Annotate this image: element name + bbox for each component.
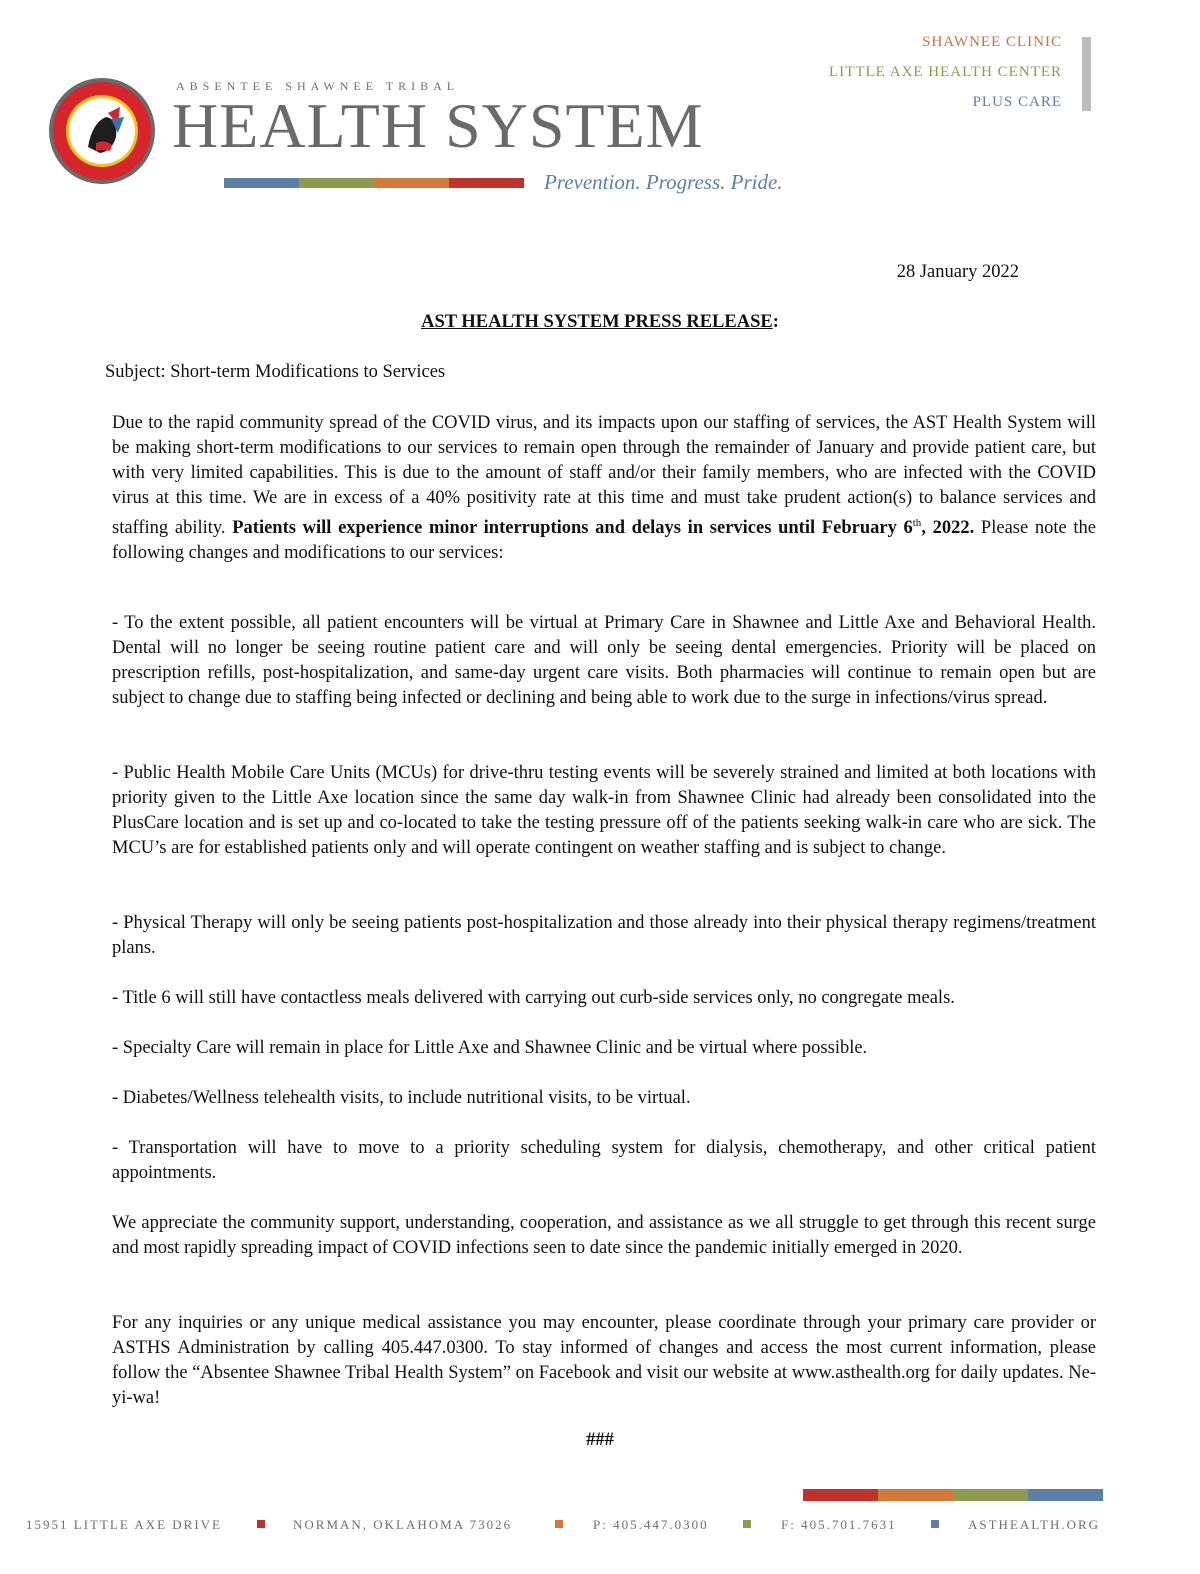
release-date: 28 January 2022 (896, 262, 1019, 282)
end-mark: ### (586, 1430, 614, 1450)
footer-city: NORMAN, OKLAHOMA 73026 (293, 1517, 513, 1532)
tribal-seal-logo (48, 77, 156, 185)
transportation-paragraph: - Transportation will have to move to a priority scheduling system for dialysis, chemotherapy, and other critical patient appointments. (112, 1138, 1096, 1183)
intro-sup: th (912, 517, 922, 529)
location-little-axe: LITTLE AXE HEALTH CENTER (829, 64, 1062, 80)
brand-stripe-orange (374, 178, 449, 188)
brand-stripe-blue (224, 178, 299, 188)
specialty-care-paragraph: - Specialty Care will remain in place for Little Axe and Shawnee Clinic and be virtual where possible. (112, 1038, 868, 1058)
footer-bullet-green (743, 1520, 751, 1528)
footer-address: 15951 LITTLE AXE DRIVE (26, 1517, 223, 1532)
title-6-paragraph: - Title 6 will still have contactless meals delivered with carrying out curb-side services only, no congregate meals. (112, 988, 955, 1008)
physical-therapy-paragraph: - Physical Therapy will only be seeing patients post-hospitalization and those already into their physical therapy regimens/treatment plans. (112, 913, 1096, 958)
heading-colon: : (772, 312, 779, 332)
diabetes-wellness-paragraph: - Diabetes/Wellness telehealth visits, to include nutritional visits, to be virtual. (112, 1088, 691, 1108)
contact-paragraph: For any inquiries or any unique medical assistance you may encounter, please coordinate through your primary care provider or ASTHS Administration by calling 405.447.0300. To stay informed of changes and access the most current information, please follow the “Absentee Shawnee Tribal Health System” on Facebook and visit our website at www.asthealth.org for daily updates. Ne-yi-wa! (112, 1313, 1096, 1408)
subject-line: Subject: Short-term Modifications to Services (105, 362, 446, 382)
footer-bullet-red (257, 1520, 265, 1528)
appreciation-paragraph: We appreciate the community support, understanding, cooperation, and assistance as we all struggle to get through this recent surge and most rapidly spreading impact of COVID infections seen to date since the pandemic initially emerged in 2020. (112, 1213, 1096, 1258)
brand-name: HEALTH SYSTEM (172, 90, 704, 161)
intro-paragraph (112, 411, 1096, 566)
footer-stripe-red (803, 1489, 878, 1501)
tagline: Prevention. Progress. Pride. (544, 170, 783, 194)
location-plus-care: PLUS CARE (972, 94, 1062, 110)
footer-fax: F: 405.701.7631 (781, 1517, 897, 1532)
footer-stripe-blue (1028, 1489, 1103, 1501)
press-release-heading (0, 312, 1200, 333)
footer-website: ASTHEALTH.ORG (968, 1517, 1101, 1532)
intro-bold-a: Patients will experience minor interruptions and delays in services until February 6 (232, 518, 913, 539)
location-shawnee-clinic: SHAWNEE CLINIC (922, 34, 1062, 50)
intro-text-end: Please note the following changes and modifications to our services: (112, 518, 1097, 564)
footer-phone: P: 405.447.0300 (593, 1517, 709, 1532)
footer-bullet-orange (555, 1520, 563, 1528)
heading-text: AST HEALTH SYSTEM PRESS RELEASE (421, 312, 773, 332)
brand-stripe-green (299, 178, 374, 188)
footer-stripe-orange (878, 1489, 953, 1501)
mobile-care-units-paragraph: - Public Health Mobile Care Units (MCUs) for drive-thru testing events will be severely strained and limited at both locations with priority given to the Little Axe location since the same day walk-in from Shawnee Clinic had already been consolidated into the PlusCare location and is set up and co-located to take the testing pressure off of the patients seeking walk-in care who are sick. The MCU’s are for established patients only and will operate contingent on weather staffing and is subject to change. (112, 763, 1096, 858)
primary-care-paragraph: - To the extent possible, all patient encounters will be virtual at Primary Care in Shawnee and Little Axe and Behavioral Health. Dental will no longer be seeing routine patient care and will only be seeing dental emergencies. Priority will be placed on prescription refills, post-hospitalization, and same-day urgent care visits. Both pharmacies will continue to remain open but are subject to change due to staffing being infected or declining and being able to work due to the surge in infections/virus spread. (112, 613, 1096, 708)
intro-text: Due to the rapid community spread of the COVID virus, and its impacts upon our staffing of services, the AST Health System will be making short-term modifications to our services to remain open through the remainder of January and provide patient care, but with very limited capabilities. This is due to the amount of staff and/or their family members, who are infected with the COVID virus at this time. We are in excess of a 40% positivity rate at this time and must take prudent action(s) to balance services and staffing ability. (112, 413, 1096, 539)
tribal-name: ABSENTEE SHAWNEE TRIBAL (176, 79, 460, 93)
footer-bullet-blue (931, 1520, 939, 1528)
intro-bold-b: , 2022. (921, 518, 975, 539)
footer-stripe-green (953, 1489, 1028, 1501)
header-divider (1082, 37, 1091, 111)
brand-stripe-red (449, 178, 524, 188)
